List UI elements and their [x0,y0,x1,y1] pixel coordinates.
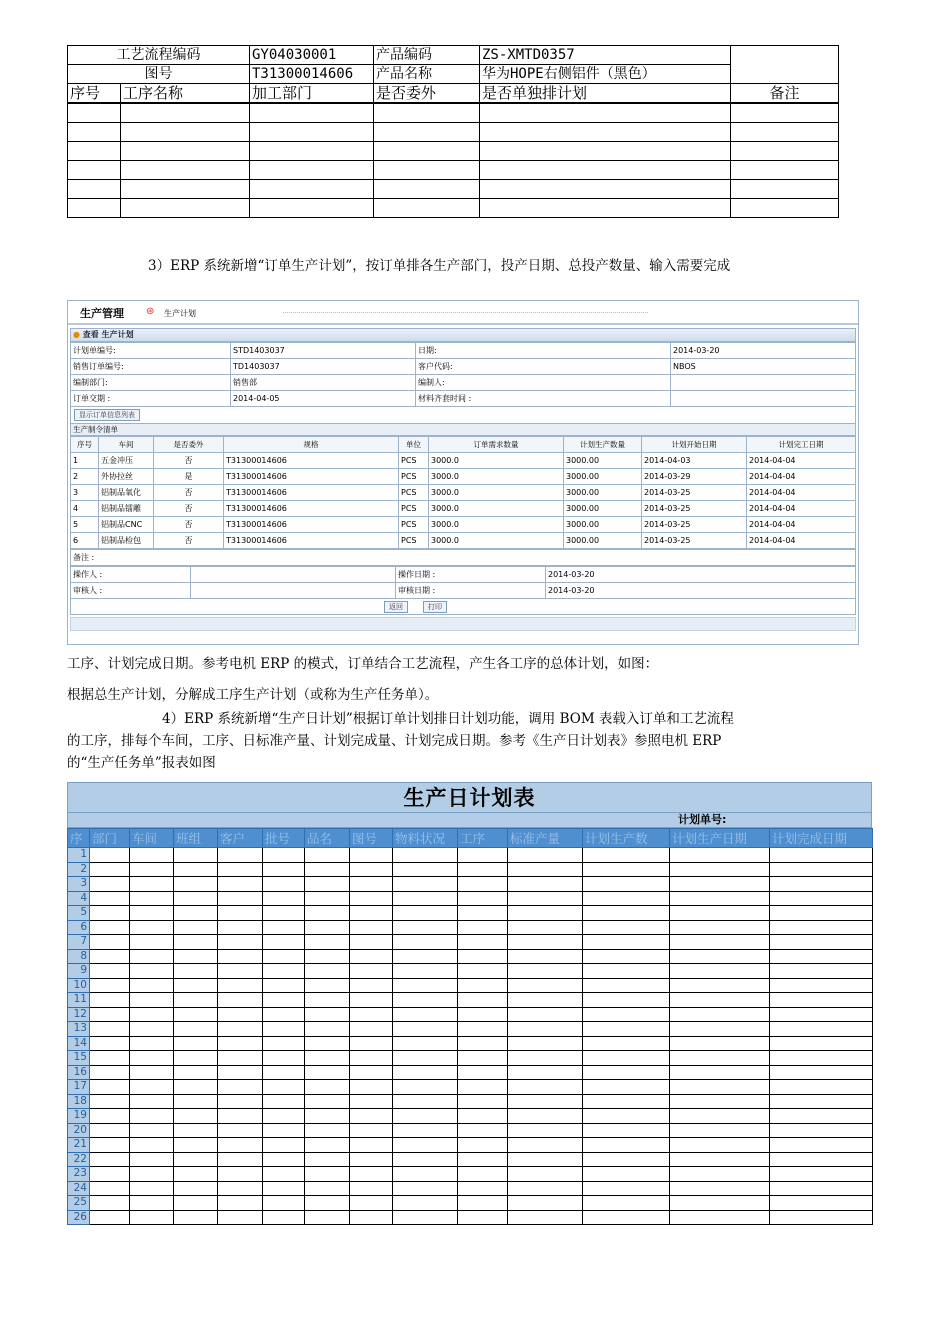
erp-topbar [68,301,858,325]
daily-plan-header: 计划完成日期 [770,829,873,848]
table-row [68,103,839,123]
header-remark: 备注 [731,84,839,104]
order-cell: 2014-04-04 [747,453,856,469]
row-number: 15 [68,1051,90,1066]
row-number: 7 [68,935,90,950]
table-row [68,142,839,161]
order-cell: PCS [399,533,429,549]
order-cell: 铝制品氧化 [99,485,154,501]
row-number: 6 [68,920,90,935]
daily-plan-header: 物料状况 [393,829,458,848]
order-cell: T31300014606 [224,501,399,517]
table-row [68,1138,873,1153]
table-row [68,993,873,1008]
order-cell: 外协拉丝 [99,469,154,485]
table-row [68,199,839,218]
order-cell: 3000.00 [564,533,642,549]
order-cell: 铝制品检包 [99,533,154,549]
sales-order-no: TD1403037 [231,359,416,375]
row-number: 5 [68,906,90,921]
daily-plan-title: 生产日计划表 [67,782,872,813]
delivery-date: 2014-04-05 [231,391,416,407]
order-header: 计划开始日期 [642,437,747,453]
table-row [68,1022,873,1037]
table-row [68,1007,873,1022]
row-number: 18 [68,1094,90,1109]
table-row [68,949,873,964]
paragraph-continue: 工序、计划完成日期。参考电机 ERP 的模式，订单结合工艺流程，产生各工序的总体计划，如图： [67,656,659,672]
print-button[interactable]: 打印 [423,601,447,613]
row-number: 2 [68,862,90,877]
view-icon: ● [73,330,80,339]
order-cell: 五金冲压 [99,453,154,469]
header-outsource: 是否委外 [374,84,480,104]
order-cell: 否 [154,501,224,517]
table-row [68,978,873,993]
paragraph-4-line2: 的工序，排每个车间，工序、日标准产量、计划完成量、计划完成日期。参考《生产日计划表》参照电机 ERP [67,733,722,749]
table-row [71,485,856,501]
order-cell: 1 [71,453,99,469]
table-row [68,1181,873,1196]
order-cell: T31300014606 [224,533,399,549]
label-drawing-no: 图号 [68,65,250,84]
table-row [68,1123,873,1138]
order-cell: 铝制品镭雕 [99,501,154,517]
header-dept: 加工部门 [250,84,374,104]
module-title: 生产管理 [80,307,124,320]
paragraph-4-line1: 4）ERP 系统新增“生产日计划”根据订单计划排日计划功能，调用 BOM 表载入订单和工艺流程 [162,711,734,727]
order-cell: 3000.0 [429,453,564,469]
order-cell: 6 [71,533,99,549]
table-row [71,453,856,469]
order-cell: 3000.00 [564,517,642,533]
table-row [68,1152,873,1167]
plan-header-form: 计划单编号: STD1403037 日期: 2014-03-20 销售订单编号: TD1403037 客户代码: NBOS 编制部门: 销售部 编制人: 订单交期 : 2014-04-05 材料齐套时间 : [70,342,856,407]
table-row [68,891,873,906]
order-cell: 5 [71,517,99,533]
daily-plan-header: 部门 [90,829,130,848]
table-row [68,1210,873,1225]
paragraph-decompose: 根据总生产计划，分解成工序生产计划（或称为生产任务单）。 [67,687,439,703]
order-cell: 2014-04-04 [747,517,856,533]
order-cell: 否 [154,533,224,549]
row-number: 22 [68,1152,90,1167]
table-row [68,1065,873,1080]
order-header: 订单需求数量 [429,437,564,453]
table-row [71,517,856,533]
row-number: 14 [68,1036,90,1051]
table-row [71,533,856,549]
order-header: 是否委外 [154,437,224,453]
row-number: 19 [68,1109,90,1124]
daily-plan-header: 批号 [263,829,305,848]
back-button[interactable]: 返回 [384,601,408,613]
erp-screenshot [67,300,859,645]
submodule-link[interactable]: 生产计划 [164,309,196,318]
remark-row: 备注 : [70,549,856,566]
table-row [68,1080,873,1095]
product-code: ZS-XMTD0357 [480,46,731,65]
process-route-table [67,45,839,218]
paragraph-4-line3: 的“生产任务单”报表如图 [67,755,216,771]
daily-plan-header: 客户 [218,829,263,848]
table-row [68,920,873,935]
row-number: 20 [68,1123,90,1138]
row-number: 3 [68,877,90,892]
daily-plan-header: 工序 [458,829,508,848]
order-cell: 2014-03-25 [642,517,747,533]
plan-date: 2014-03-20 [671,343,856,359]
order-cell: PCS [399,453,429,469]
table-row [68,862,873,877]
audit-form: 操作人 : 操作日期 : 2014-03-20 审核人 : 审核日期 : 2014-03-20 [70,566,856,599]
product-name: 华为HOPE右侧铝件（黑色） [480,65,731,84]
order-cell: 3000.0 [429,501,564,517]
order-cell: 2014-04-04 [747,469,856,485]
order-cell: 2014-03-25 [642,485,747,501]
order-header: 车间 [99,437,154,453]
row-number: 21 [68,1138,90,1153]
row-number: 8 [68,949,90,964]
daily-plan-table [67,828,873,1225]
row-number: 4 [68,891,90,906]
order-cell: PCS [399,469,429,485]
row-number: 10 [68,978,90,993]
order-cell: T31300014606 [224,453,399,469]
order-cell: 2014-03-29 [642,469,747,485]
table-row [68,180,839,199]
order-cell: 2014-04-04 [747,485,856,501]
label-product-name: 产品名称 [374,65,480,84]
audit-date: 2014-03-20 [546,583,856,599]
order-header: 序号 [71,437,99,453]
row-number: 1 [68,848,90,863]
row-number: 17 [68,1080,90,1095]
order-cell: 铝制品CNC [99,517,154,533]
daily-plan-header: 班组 [174,829,218,848]
header-seq: 序号 [68,84,121,104]
table-row [68,1094,873,1109]
order-cell: 3000.00 [564,469,642,485]
show-orders-button[interactable]: 显示订单信息列表 [74,409,140,421]
table-row [71,469,856,485]
header-process-name: 工序名称 [121,84,250,104]
daily-plan-header: 车间 [130,829,174,848]
order-header: 计划完工日期 [747,437,856,453]
table-row [68,1167,873,1182]
table-row [68,1196,873,1211]
order-cell: 3000.0 [429,533,564,549]
table-row [68,935,873,950]
table-row [68,161,839,180]
table-row [68,906,873,921]
daily-plan-sheet [67,782,872,1225]
order-cell: PCS [399,517,429,533]
order-cell: 否 [154,453,224,469]
row-number: 13 [68,1022,90,1037]
table-row [71,501,856,517]
daily-plan-header: 序 [68,829,90,848]
order-cell: 2 [71,469,99,485]
order-cell: 2014-03-25 [642,533,747,549]
order-cell: 3 [71,485,99,501]
row-number: 9 [68,964,90,979]
daily-plan-header: 计划生产日期 [670,829,770,848]
order-cell: 2014-04-03 [642,453,747,469]
row-number: 24 [68,1181,90,1196]
paragraph-3: 3）ERP 系统新增“订单生产计划”，按订单排各生产部门，投产日期、总投产数量、输入需要完成 [148,258,731,274]
label-product-code: 产品编码 [374,46,480,65]
table-row [68,964,873,979]
order-cell: 3000.0 [429,485,564,501]
orders-table [70,436,856,549]
customer-code: NBOS [671,359,856,375]
table-row [68,1051,873,1066]
label-route-code: 工艺流程编码 [68,46,250,65]
order-cell: T31300014606 [224,517,399,533]
daily-plan-header: 标准产量 [508,829,583,848]
daily-plan-header: 品名 [305,829,350,848]
daily-plan-header: 图号 [350,829,393,848]
order-cell: 4 [71,501,99,517]
table-row [68,1036,873,1051]
order-header: 单位 [399,437,429,453]
operate-date: 2014-03-20 [546,567,856,583]
order-cell: T31300014606 [224,485,399,501]
bullet-icon: ⊛ [146,306,155,317]
row-number: 23 [68,1167,90,1182]
table-row [68,1109,873,1124]
row-number: 12 [68,1007,90,1022]
table-row [68,848,873,863]
dept: 销售部 [231,375,416,391]
order-header: 规格 [224,437,399,453]
order-cell: 是 [154,469,224,485]
orders-title: 生产制令清单 [70,424,856,436]
route-code: GY04030001 [250,46,374,65]
order-cell: 3000.0 [429,469,564,485]
order-cell: 否 [154,517,224,533]
order-cell: 3000.00 [564,485,642,501]
order-cell: T31300014606 [224,469,399,485]
order-cell: 3000.0 [429,517,564,533]
header-separate-plan: 是否单独排计划 [480,84,731,104]
plan-no-label: 计划单号: [678,813,727,826]
order-cell: 2014-04-04 [747,533,856,549]
row-number: 11 [68,993,90,1008]
section-title: ● 查看 生产计划 [70,328,856,342]
order-cell: 否 [154,485,224,501]
table-row [68,877,873,892]
order-cell: 2014-03-25 [642,501,747,517]
row-number: 16 [68,1065,90,1080]
order-header: 计划生产数量 [564,437,642,453]
order-cell: PCS [399,501,429,517]
row-number: 26 [68,1210,90,1225]
table-row [68,123,839,142]
plan-no: STD1403037 [231,343,416,359]
row-number: 25 [68,1196,90,1211]
order-cell: 3000.00 [564,453,642,469]
order-cell: PCS [399,485,429,501]
drawing-no: T31300014606 [250,65,374,84]
order-cell: 2014-04-04 [747,501,856,517]
order-cell: 3000.00 [564,501,642,517]
daily-plan-header: 计划生产数 [583,829,670,848]
